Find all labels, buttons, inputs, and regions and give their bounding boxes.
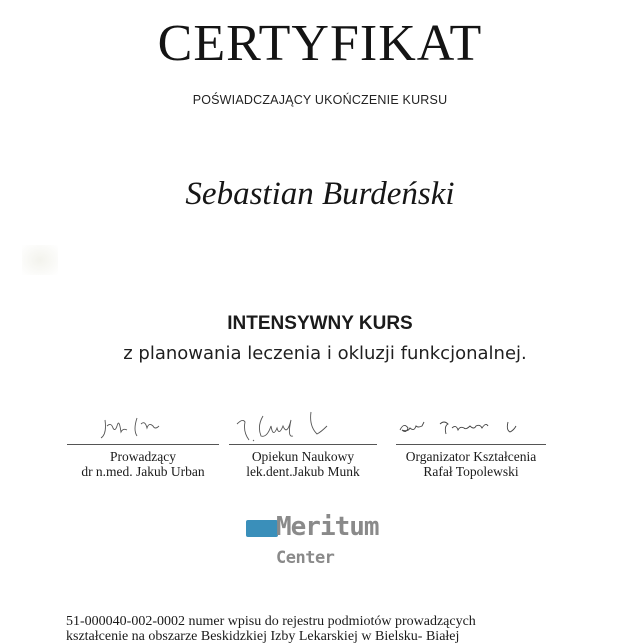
course-title: INTENSYWNY KURS	[227, 313, 413, 334]
signature-person: Rafał Topolewski	[423, 464, 519, 479]
certificate-subtitle: POŚWIADCZAJĄCY UKOŃCZENIE KURSU	[192, 93, 448, 107]
logo-subword: Center	[276, 548, 335, 568]
signature-block-scientific-supervisor	[229, 410, 377, 479]
footer-line-2: kształcenie na obszarze Beskidzkiej Izby Lekarskiej w Bielsku- Białej	[66, 629, 460, 644]
logo-accent-block	[246, 520, 278, 537]
course-subtitle: z planowania leczenia i okluzji funkcjonalnej.	[123, 343, 527, 364]
certificate-title: CERTYFIKAT	[157, 15, 483, 72]
paper-smudge	[22, 245, 58, 275]
signature-line	[396, 444, 546, 445]
recipient-name: Sebastian Burdeński	[185, 176, 455, 212]
footer-line-1: 51-000040-002-0002 numer wpisu do rejestru podmiotów prowadzących	[66, 614, 476, 629]
signature-role: Opiekun Naukowy	[251, 449, 355, 464]
signature-role: Prowadzący	[110, 449, 176, 464]
signature-role: Organizator Kształcenia	[405, 449, 537, 464]
signature-line	[229, 444, 377, 445]
signature-person: dr n.med. Jakub Urban	[81, 464, 205, 479]
handwritten-signature	[67, 410, 219, 444]
handwritten-signature	[396, 410, 546, 444]
signature-person: lek.dent.Jakub Munk	[246, 464, 360, 479]
signature-block-instructor	[67, 410, 219, 479]
handwritten-signature	[229, 410, 377, 444]
logo-word: Meritum	[276, 512, 379, 542]
meritum-center-logo	[246, 512, 426, 576]
signature-line	[67, 444, 219, 445]
signature-block-organizer	[396, 410, 546, 479]
